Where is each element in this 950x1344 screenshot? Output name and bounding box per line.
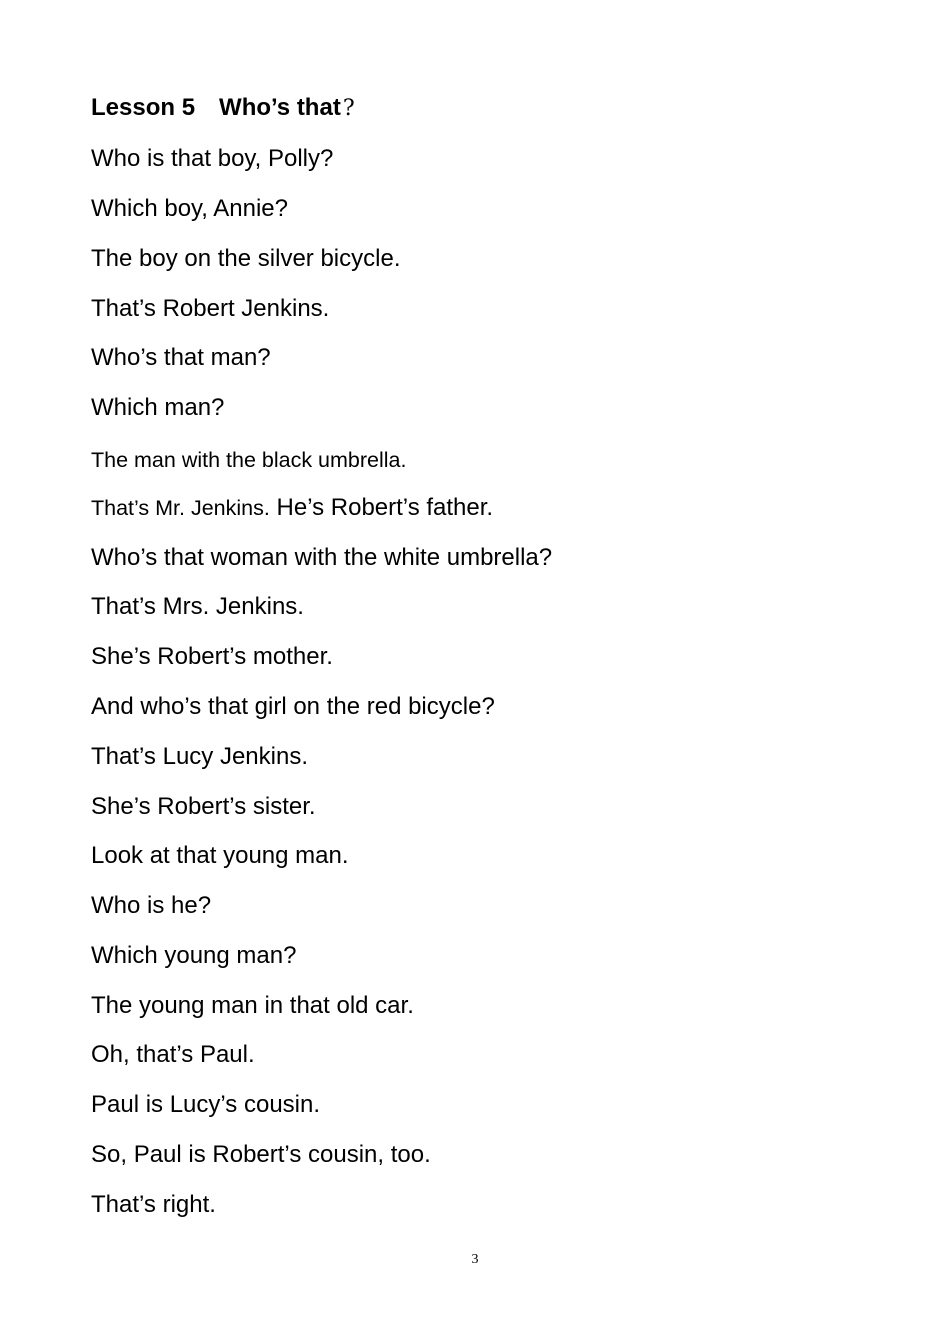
lesson-title	[91, 94, 355, 122]
dialogue-line: That’s Robert Jenkins.	[91, 295, 330, 322]
dialogue-line: She’s Robert’s mother.	[91, 643, 333, 670]
dialogue-line: Who’s that man?	[91, 344, 271, 371]
dialogue-line-part: That’s Mr. Jenkins.	[91, 496, 270, 520]
dialogue-line: That’s right.	[91, 1191, 216, 1218]
page-number: 3	[471, 1252, 479, 1267]
dialogue-line: So, Paul is Robert’s cousin, too.	[91, 1141, 431, 1168]
dialogue-line: The boy on the silver bicycle.	[91, 245, 401, 272]
dialogue-line: She’s Robert’s sister.	[91, 793, 316, 820]
dialogue-line: Which young man?	[91, 942, 297, 969]
dialogue-line: Who is he?	[91, 892, 212, 919]
dialogue-line: That’s Mrs. Jenkins.	[91, 593, 304, 620]
dialogue-line	[91, 494, 493, 522]
dialogue-line: Which boy, Annie?	[91, 195, 289, 222]
dialogue-line: The young man in that old car.	[91, 992, 414, 1019]
dialogue-line: Paul is Lucy’s cousin.	[91, 1091, 321, 1118]
dialogue-line: Who’s that woman with the white umbrella?	[91, 544, 553, 571]
lesson-title-text: Who’s that	[219, 94, 341, 121]
dialogue-line: That’s Lucy Jenkins.	[91, 743, 308, 770]
dialogue-line: And who’s that girl on the red bicycle?	[91, 693, 495, 720]
lesson-number: Lesson 5	[91, 94, 196, 121]
dialogue-line: Oh, that’s Paul.	[91, 1041, 255, 1068]
dialogue-line-part: He’s Robert’s father.	[276, 494, 494, 521]
dialogue-line: Which man?	[91, 394, 225, 421]
dialogue-line: The man with the black umbrella.	[91, 448, 407, 472]
dialogue-line: Look at that young man.	[91, 842, 349, 869]
dialogue-line: Who is that boy, Polly?	[91, 145, 334, 172]
lesson-title-question-mark: ?	[342, 96, 355, 121]
